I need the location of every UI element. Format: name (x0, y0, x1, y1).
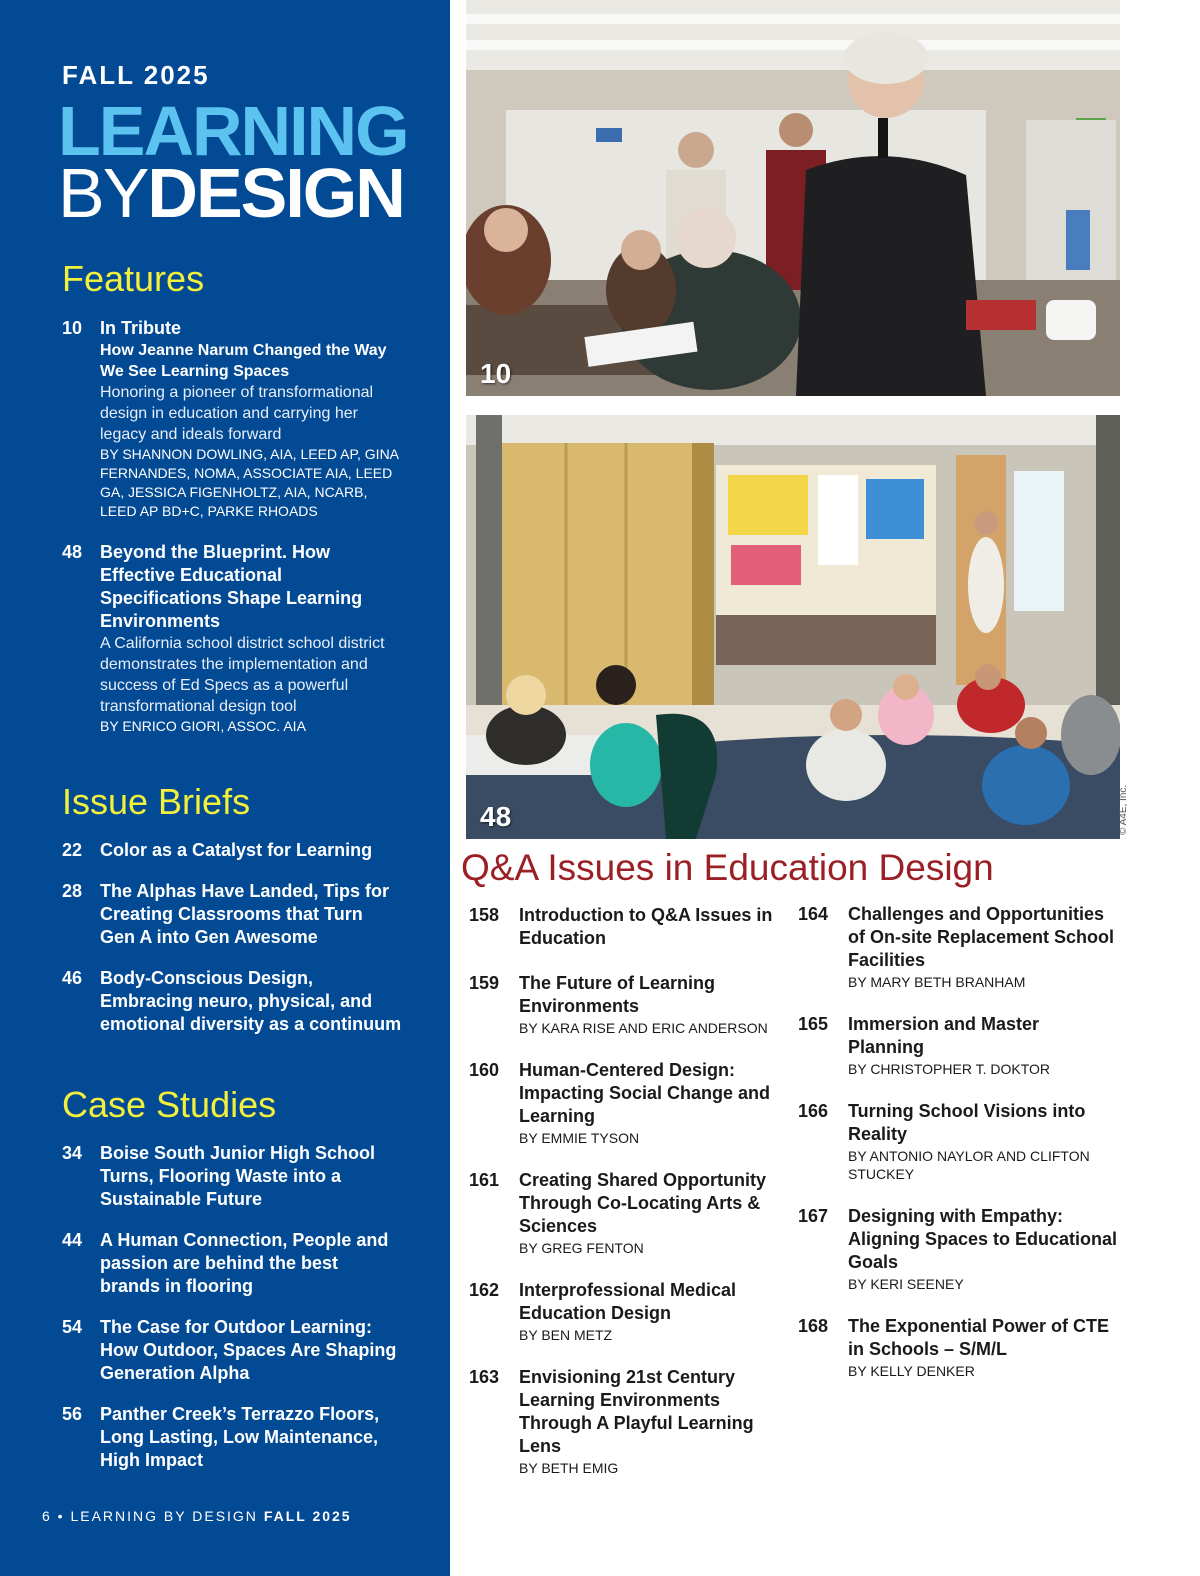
entry-title: Creating Shared Opportunity Through Co-Locating Arts & Sciences (519, 1170, 767, 1236)
qa-entry[interactable] (798, 1100, 1118, 1183)
qa-entry[interactable] (798, 1315, 1118, 1380)
logo-line-learning: LEARNING (58, 92, 408, 170)
issue-label: FALL 2025 (62, 60, 210, 90)
qa-column-left (469, 904, 789, 1499)
entry-title: Body-Conscious Design, Embracing neuro, physical, and emotional diversity as a continuum (100, 968, 402, 1034)
entry-byline: BY ENRICO GIORI, ASSOC. AIA (100, 718, 306, 734)
entry-title: Turning School Visions into Reality (848, 1101, 1086, 1144)
page-number: 54 (62, 1317, 83, 1337)
entry-title: Envisioning 21st Century Learning Environments Through A Playful Learning Lens (519, 1367, 754, 1456)
qa-entry[interactable] (469, 1366, 789, 1477)
entry-title: Immersion and Master Planning (848, 1014, 1040, 1057)
logo-design: DESIGN (147, 154, 404, 232)
toc-entry[interactable] (62, 1142, 402, 1211)
toc-entry[interactable] (62, 1316, 402, 1385)
qa-entry[interactable] (469, 1169, 789, 1257)
entry-byline: BY BETH EMIG (519, 1460, 619, 1476)
page-number: 162 (469, 1280, 500, 1300)
entry-title: In Tribute (100, 318, 181, 338)
page-number: 164 (798, 904, 829, 924)
entry-byline: BY MARY BETH BRANHAM (848, 974, 1026, 990)
workshop-photo (466, 0, 1120, 396)
logo-line-by-design (58, 154, 408, 232)
entry-byline: BY BEN METZ (519, 1327, 613, 1343)
logo-by: BY (58, 154, 148, 232)
qa-entry[interactable] (798, 1205, 1118, 1293)
entry-title: Human-Centered Design: Impacting Social Change and Learning (519, 1060, 771, 1126)
entry-title: Color as a Catalyst for Learning (100, 840, 373, 860)
entry-title: Designing with Empathy: Aligning Spaces to Educational Goals (848, 1206, 1118, 1272)
page-number: 56 (62, 1404, 83, 1424)
entry-title: Panther Creek’s Terrazzo Floors, Long Lasting, Low Maintenance, High Impact (100, 1404, 380, 1470)
entry-title: The Exponential Power of CTE in Schools – S/M/L (848, 1316, 1110, 1359)
entry-byline: BY KELLY DENKER (848, 1363, 975, 1379)
page-number: 28 (62, 881, 83, 901)
photo-page-number: 48 (480, 801, 512, 832)
entry-description: A California school district school district demonstrates the implementation and success of Ed Specs as a powerful transformational design tool (100, 635, 385, 715)
page-number: 163 (469, 1367, 500, 1387)
features-heading: Features (62, 258, 205, 299)
classroom-photo-illustration (466, 415, 1120, 839)
case-studies-list (62, 1142, 402, 1490)
page-number: 158 (469, 905, 500, 925)
entry-title: Introduction to Q&A Issues in Education (519, 905, 773, 948)
page-number: 34 (62, 1143, 83, 1163)
page-number: 46 (62, 968, 83, 988)
toc-entry[interactable] (62, 1229, 402, 1298)
entry-title: Boise South Junior High School Turns, Flooring Waste into a Sustainable Future (100, 1143, 376, 1209)
qa-entry[interactable] (469, 1059, 789, 1147)
page-number: 44 (62, 1230, 83, 1250)
entry-title: The Future of Learning Environments (519, 973, 715, 1016)
folio-prefix: 6 • LEARNING BY DESIGN (42, 1508, 258, 1524)
entry-byline: BY EMMIE TYSON (519, 1130, 640, 1146)
toc-entry[interactable] (62, 967, 402, 1036)
entry-byline: BY ANTONIO NAYLOR AND CLIFTON STUCKEY (848, 1148, 1090, 1182)
qa-entry[interactable] (469, 1279, 789, 1344)
qa-column-right (798, 903, 1118, 1402)
toc-entry[interactable] (62, 839, 402, 862)
page-number: 166 (798, 1101, 829, 1121)
photo-credit: © A4E, Inc. (1118, 784, 1129, 835)
qa-entry[interactable] (798, 903, 1118, 991)
toc-entry[interactable] (62, 317, 402, 521)
page-folio (42, 1508, 352, 1524)
workshop-photo-illustration (466, 0, 1120, 396)
page-number: 48 (62, 542, 83, 562)
toc-entry[interactable] (62, 880, 402, 949)
qa-entry[interactable] (798, 1013, 1118, 1078)
folio-issue: FALL 2025 (263, 1508, 352, 1524)
entry-byline: BY SHANNON DOWLING, AIA, LEED AP, GINA FERNANDES, NOMA, ASSOCIATE AIA, LEED GA, JESSICA FIGENHOLTZ, AIA, NCARB, LEED AP BD+C, PARKE RHOADS (100, 446, 399, 519)
magazine-logo (58, 92, 408, 232)
photo-page-number: 10 (480, 358, 512, 389)
entry-title: Interprofessional Medical Education Design (519, 1280, 737, 1323)
entry-description: Honoring a pioneer of transformational design in education and carrying her legacy and ideals forward (100, 384, 374, 443)
toc-entry[interactable] (62, 1403, 402, 1472)
qa-entry[interactable] (469, 904, 789, 950)
features-list (62, 317, 402, 754)
entry-title: The Alphas Have Landed, Tips for Creating Classrooms that Turn Gen A into Gen Awesome (100, 881, 390, 947)
qa-section-heading: Q&A Issues in Education Design (461, 847, 994, 888)
classroom-photo (466, 415, 1120, 839)
issue-briefs-list (62, 839, 402, 1054)
entry-subtitle: How Jeanne Narum Changed the Way We See Learning Spaces (100, 342, 387, 380)
entry-byline: BY CHRISTOPHER T. DOKTOR (848, 1061, 1051, 1077)
entry-byline: BY GREG FENTON (519, 1240, 644, 1256)
case-studies-heading: Case Studies (62, 1084, 277, 1125)
entry-byline: BY KERI SEENEY (848, 1276, 964, 1292)
toc-entry[interactable] (62, 541, 402, 736)
page-number: 167 (798, 1206, 829, 1226)
entry-title: The Case for Outdoor Learning: How Outdoor, Spaces Are Shaping Generation Alpha (100, 1317, 397, 1383)
entry-title: Challenges and Opportunities of On-site Replacement School Facilities (848, 904, 1115, 970)
sidebar-panel (0, 0, 450, 1576)
entry-title: A Human Connection, People and passion are behind the best brands in flooring (100, 1230, 389, 1296)
page-number: 161 (469, 1170, 500, 1190)
entry-title: Beyond the Blueprint. How Effective Educational Specifications Shape Learning Environments (100, 542, 363, 631)
page-number: 165 (798, 1014, 829, 1034)
page-number: 159 (469, 973, 500, 993)
qa-entry[interactable] (469, 972, 789, 1037)
page-number: 168 (798, 1316, 829, 1336)
page-number: 10 (62, 318, 83, 338)
page-number: 160 (469, 1060, 500, 1080)
entry-byline: BY KARA RISE AND ERIC ANDERSON (519, 1020, 768, 1036)
issue-briefs-heading: Issue Briefs (62, 781, 251, 822)
page-number: 22 (62, 840, 83, 860)
